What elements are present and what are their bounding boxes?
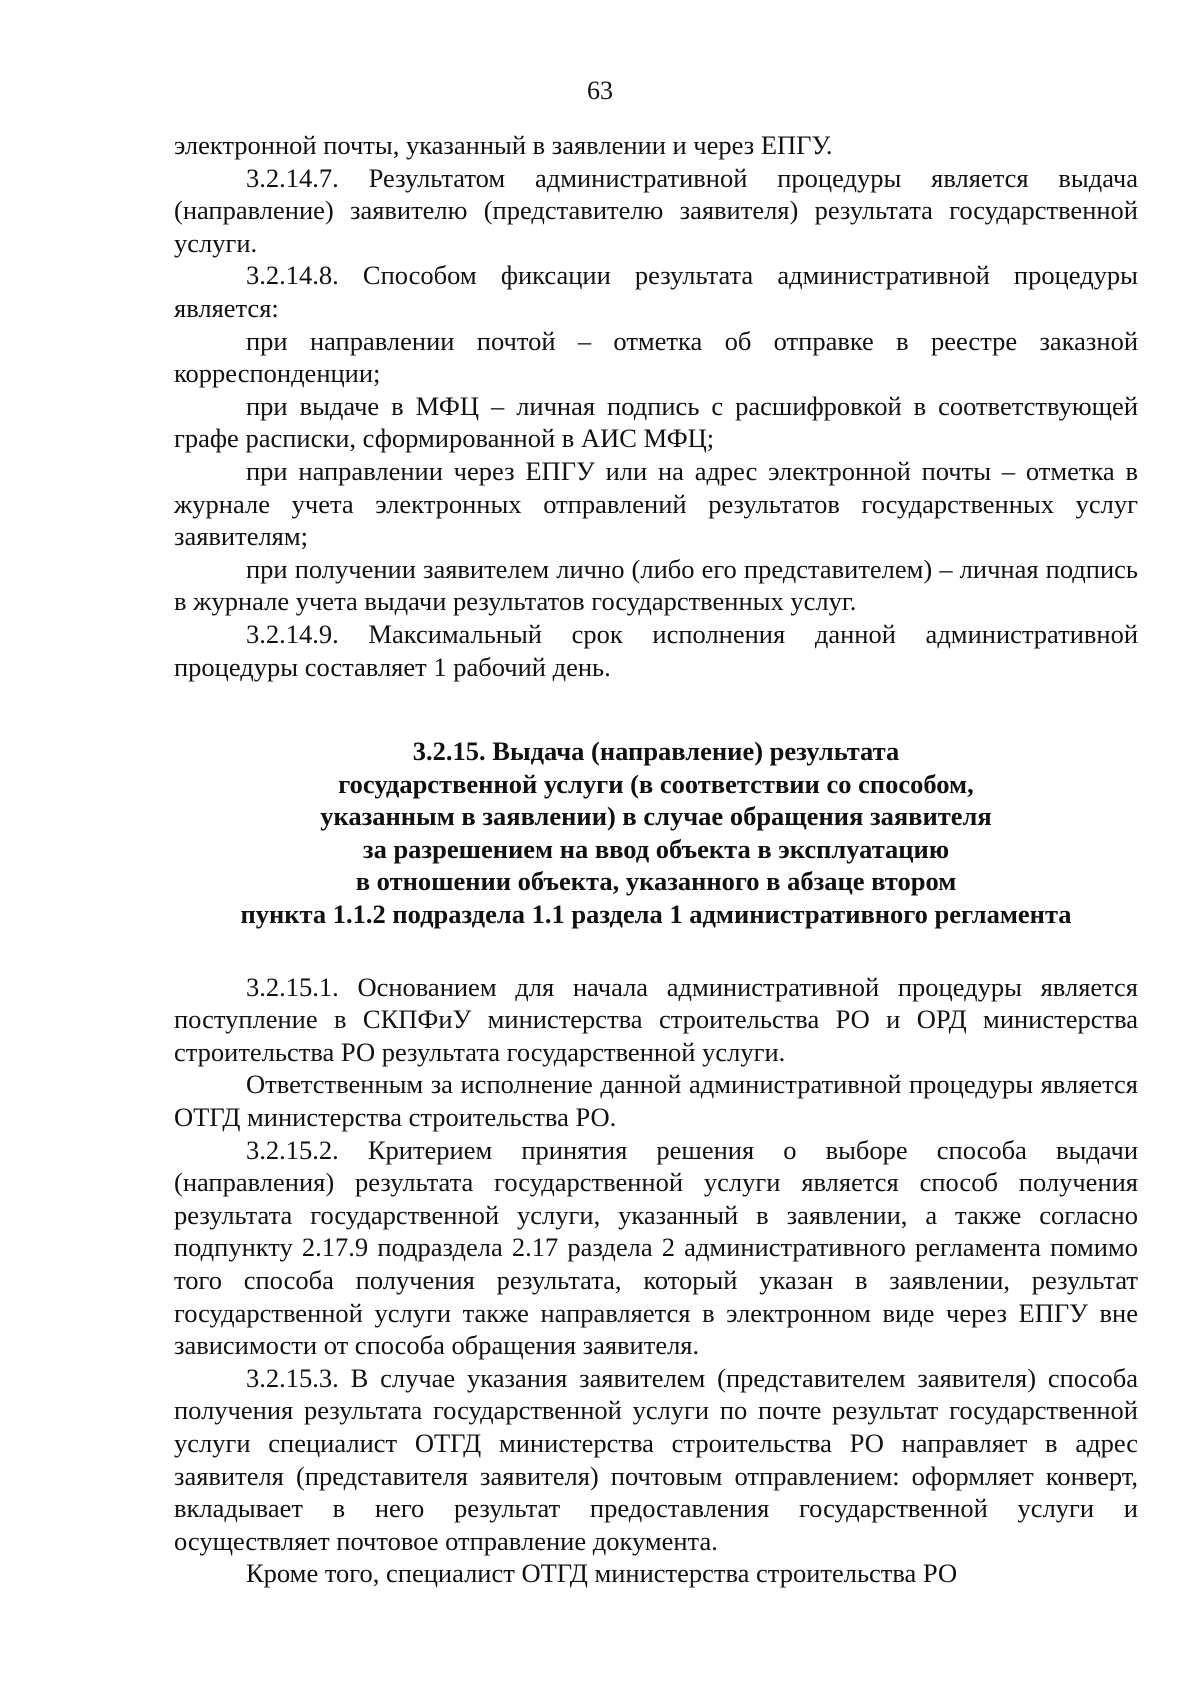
paragraph: при выдаче в МФЦ – личная подпись с расшифровкой в соответствующей графе расписки, сформированной в АИС МФЦ; bbox=[174, 390, 1138, 454]
paragraph: 3.2.14.9. Максимальный срок исполнения данной административной процедуры составляет 1 рабочий день. bbox=[174, 618, 1138, 682]
section-heading bbox=[174, 735, 1138, 931]
paragraph: при направлении через ЕПГУ или на адрес электронной почты – отметка в журнале учета электронных отправлений результатов государственных услуг заявителям; bbox=[174, 455, 1138, 552]
page-number: 63 bbox=[587, 76, 613, 105]
section-heading-line: государственной услуги (в соответствии со способом, bbox=[338, 768, 974, 799]
section-heading-line: за разрешением на ввод объекта в эксплуатацию bbox=[362, 833, 950, 864]
section-heading-line: в отношении объекта, указанного в абзаце втором bbox=[355, 866, 957, 897]
paragraphs-before bbox=[174, 129, 1138, 683]
section-heading-line: пункта 1.1.2 подраздела 1.1 раздела 1 административного регламента bbox=[240, 899, 1072, 930]
paragraph: 3.2.15.3. В случае указания заявителем (представителем заявителя) способа получения результата государственной услуги по почте результат государственной услуги специалист ОТГД министерства строительства РО направляет в адрес заявителя (представителя заявителя) почтовым отправлением: оформляет конверт, вкладывает в него результат предоставления государственной услуги и осуществляет почтовое отправление документа. bbox=[174, 1362, 1138, 1556]
page-content bbox=[174, 129, 1138, 1590]
paragraph: 3.2.14.8. Способом фиксации результата административной процедуры является: bbox=[174, 260, 1138, 323]
paragraphs-after bbox=[174, 971, 1138, 1590]
paragraph: Ответственным за исполнение данной административной процедуры является ОТГД министерства строительства РО. bbox=[174, 1069, 1138, 1133]
paragraph: 3.2.14.7. Результатом административной процедуры является выдача (направление) заявителю (представителю заявителя) результата государственной услуги. bbox=[174, 162, 1138, 258]
paragraph: Кроме того, специалист ОТГД министерства строительства РО bbox=[246, 1558, 958, 1589]
paragraph: 3.2.15.2. Критерием принятия решения о выборе способа выдачи (направления) результата государственной услуги является способ получения результата государственной услуги, указанный в заявлении, а также согласно подпункту 2.17.9 подраздела 2.17 раздела 2 административного регламента помимо того способа получения результата, который указан в заявлении, результат государственной услуги также направляется в электронном виде через ЕПГУ вне зависимости от способа обращения заявителя. bbox=[174, 1134, 1138, 1361]
section-heading-line: указанным в заявлении) в случае обращения заявителя bbox=[320, 801, 992, 832]
paragraph: при получении заявителем лично (либо его представителем) – личная подпись в журнале учета выдачи результатов государственных услуг. bbox=[174, 553, 1138, 617]
section-heading-line: 3.2.15. Выдача (направление) результата bbox=[412, 736, 900, 767]
paragraph: при направлении почтой – отметка об отправке в реестре заказной корреспонденции; bbox=[174, 325, 1138, 389]
paragraph: 3.2.15.1. Основанием для начала административной процедуры является поступление в СКПФиУ министерства строительства РО и ОРД министерства строительства РО результата государственной услуги. bbox=[174, 971, 1138, 1067]
paragraph: электронной почты, указанный в заявлении и через ЕПГУ. bbox=[174, 130, 833, 160]
